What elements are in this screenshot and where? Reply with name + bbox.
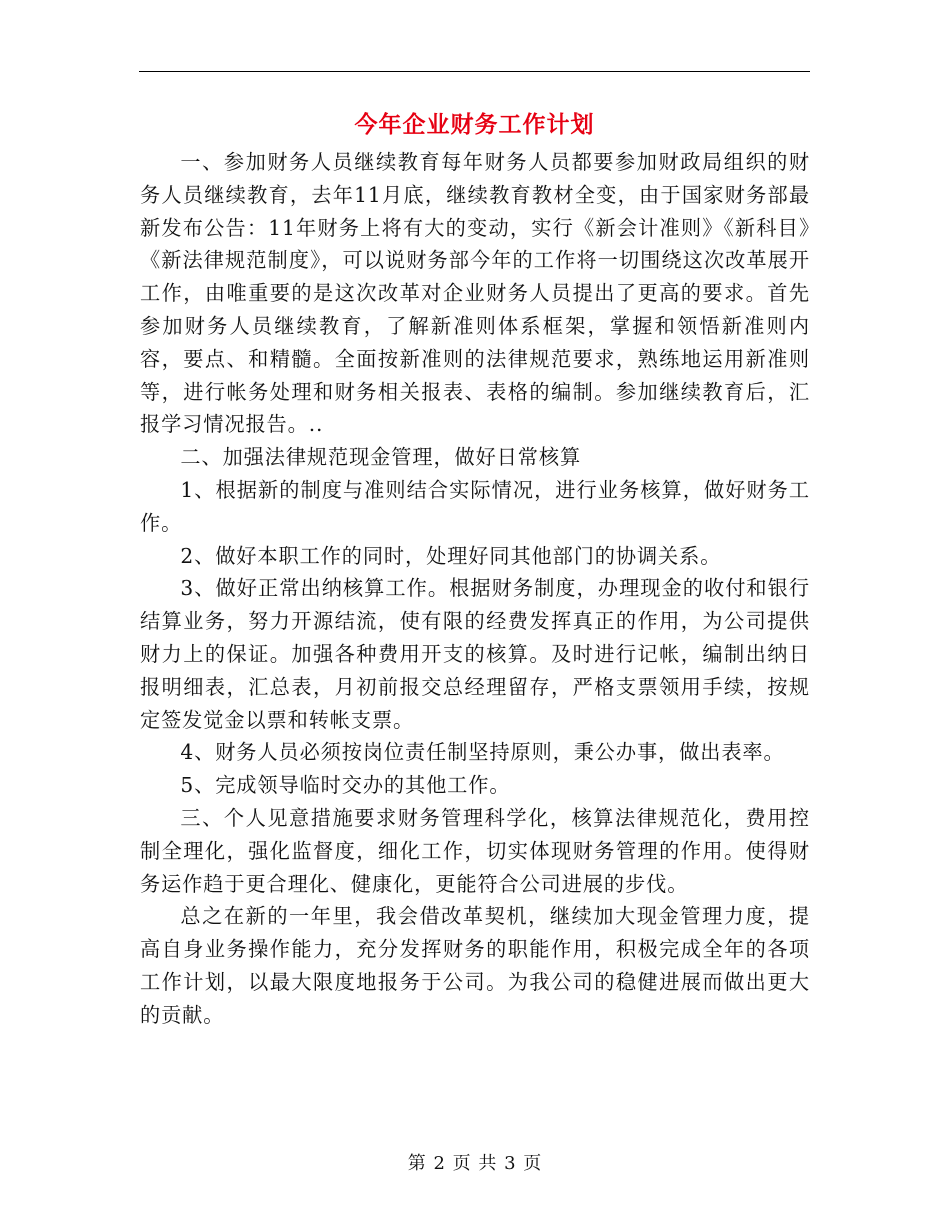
document-title: 今年企业财务工作计划 <box>354 111 595 138</box>
paragraph-item-3: 3、做好正常出纳核算工作。根据财务制度，办理现金的收付和银行结算业务，努力开源结流，使有限的经费发挥真正的作用，为公司提供财力上的保证。加强各种费用开支的核算。及时进行记帐，编制出纳日报明细表，汇总表，月初前报交总经理留存，严格支票领用手续，按规定签发觉金以票和转帐支票。 <box>140 576 810 732</box>
paragraph-item-2: 2、做好本职工作的同时，处理好同其他部门的协调关系。 <box>180 543 722 568</box>
paragraph-item-1: 1、根据新的制度与准则结合实际情况，进行业务核算，做好财务工作。 <box>140 477 810 535</box>
document-body <box>140 146 810 1032</box>
paragraph-item-4: 4、财务人员必须按岗位责任制坚持原则，秉公办事，做出表率。 <box>180 740 785 765</box>
paragraph-section-three: 三、个人见意措施要求财务管理科学化，核算法律规范化，费用控制全理化，强化监督度，细化工作，切实体现财务管理的作用。使得财务运作趋于更合理化、健康化，更能符合公司进展的步伐。 <box>140 805 810 896</box>
header-rule <box>139 71 810 72</box>
paragraph-section-two-heading: 二、加强法律规范现金管理，做好日常核算 <box>180 445 582 470</box>
page-number-footer: 第 2 页 共 3 页 <box>407 1153 543 1174</box>
paragraph-item-5: 5、完成领导临时交办的其他工作。 <box>180 773 511 798</box>
paragraph-section-one: 一、参加财务人员继续教育每年财务人员都要参加财政局组织的财务人员继续教育，去年11月底，继续教育教材全变，由于国家财务部最新发布公告：11年财务上将有大的变动，实行《新会计准则》《新科目》《新法律规范制度》，可以说财务部今年的工作将一切围绕这次改革展开工作，由唯重要的是这次改革对企业财务人员提出了更高的要求。首先参加财务人员继续教育，了解新准则体系框架，掌握和领悟新准则内容，要点、和精髓。全面按新准则的法律规范要求，熟练地运用新准则等，进行帐务处理和财务相关报表、表格的编制。参加继续教育后，汇报学习情况报告。.. <box>140 150 810 437</box>
paragraph-conclusion: 总之在新的一年里，我会借改革契机，继续加大现金管理力度，提高自身业务操作能力，充分发挥财务的职能作用，积极完成全年的各项工作计划，以最大限度地报务于公司。为我公司的稳健进展而做出更大的贡献。 <box>140 904 810 1027</box>
